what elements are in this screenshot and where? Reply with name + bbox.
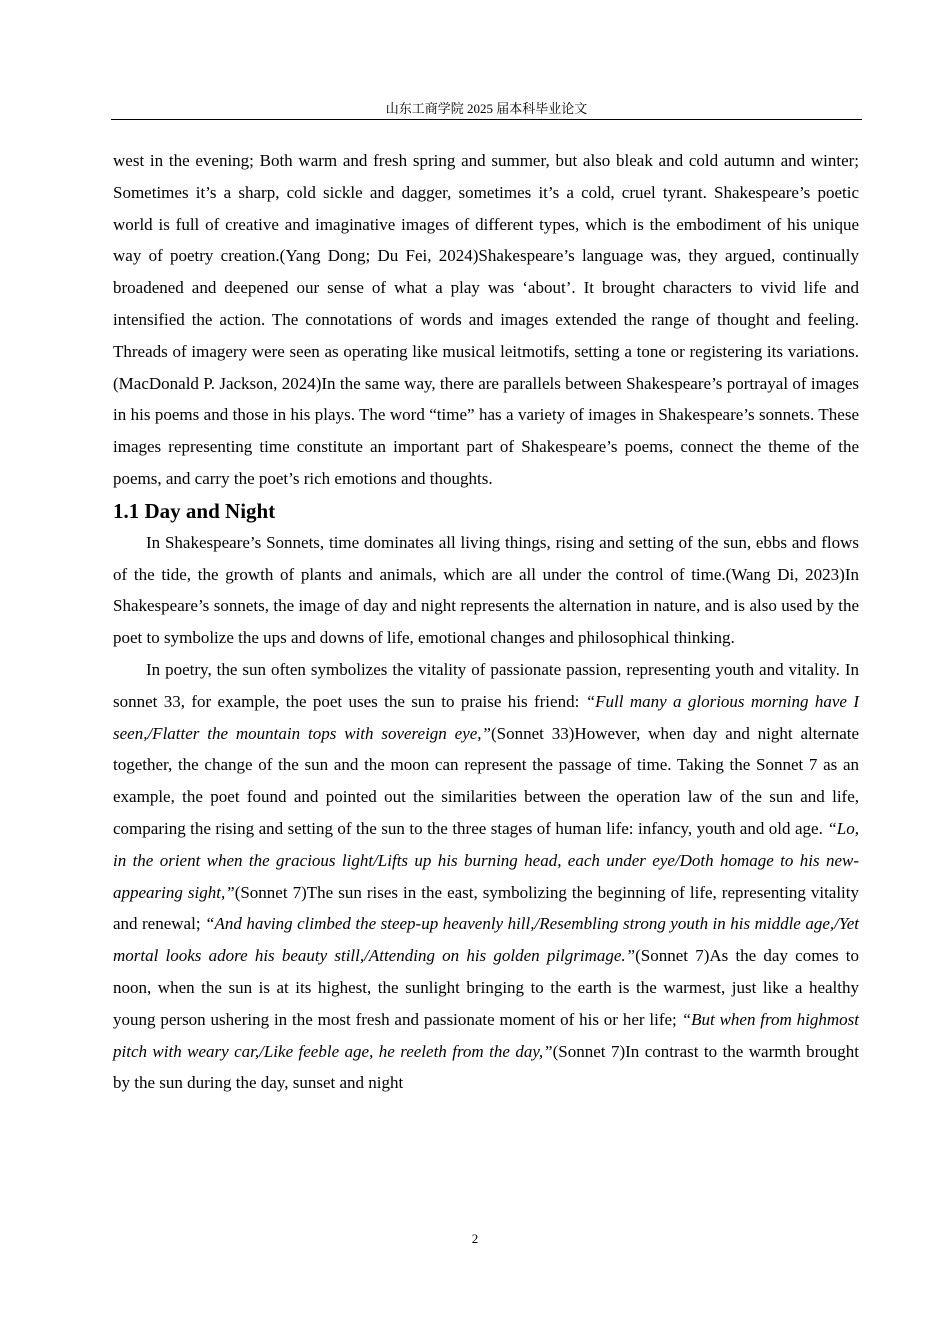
paragraph-text: (Sonnet 7)The sun rises in the east, symbolizing the beginning of life, representing vitality and renewal; <box>113 882 860 934</box>
page-body <box>113 145 859 1099</box>
sonnet-quote: “But when from highmost pitch with weary car,/Like feeble age, he reeleth from the day,” <box>113 1009 859 1061</box>
section-heading: 1.1 Day and Night <box>113 498 276 523</box>
sonnet-quote: “And having climbed the steep-up heavenly hill,/Resembling strong youth in his middle age,/Yet mortal looks adore his beauty still,/Attending on his golden pilgrimage.” <box>113 914 859 966</box>
running-header <box>111 100 862 120</box>
paragraph-text: (Sonnet 7)In contrast to the warmth brought by the sun during the day, sunset and night <box>113 1041 860 1093</box>
page-number: 2 <box>471 1231 479 1246</box>
intro-paragraph: west in the evening; Both warm and fresh spring and summer, but also bleak and cold autumn and winter; Sometimes it’s a sharp, cold sickle and dagger, sometimes it’s a cold, cruel tyrant. Shakespeare’s poetic world is full of creative and imaginative images of different types, which is the embodiment of his unique way of poetry creation.(Yang Dong; Du Fei, 2024)Shakespeare’s language was, they argued, continually broadened and deepened our sense of what a play was ‘about’. It brought characters to vivid life and intensified the action. The connotations of words and images extended the range of thought and feeling. Threads of imagery were seen as operating like musical leitmotifs, setting a tone or registering its variations.(MacDonald P. Jackson, 2024)In the same way, there are parallels between Shakespeare’s portrayal of images in his poems and those in his plays. The word “time” has a variety of images in Shakespeare’s sonnets. These images representing time constitute an important part of Shakespeare’s poems, connect the theme of the poems, and carry the poet’s rich emotions and thoughts. <box>113 151 859 488</box>
paragraph-text: (Sonnet 7)As the day comes to noon, when the sun is at its highest, the sunlight bringing to the earth is the warmest, just like a healthy young person ushering in the most fresh and passionate moment of his or her life; <box>113 946 860 1029</box>
header-title: 山东工商学院 2025 届本科毕业论文 <box>385 101 588 116</box>
paragraph-text: In poetry, the sun often symbolizes the vitality of passionate passion, representing youth and vitality. In sonnet 33, for example, the poet uses the sun to praise his friend: <box>113 659 859 711</box>
sonnet-quote: “Full many a glorious morning have I seen,/Flatter the mountain tops with sovereign eye,” <box>113 691 859 743</box>
paragraph-text: (Sonnet 33)However, when day and night alternate together, the change of the sun and the moon can represent the passage of time. Taking the Sonnet 7 as an example, the poet found and pointed out the similarities between the operation law of the sun and life, comparing the rising and setting of the sun to the three stages of human life: infancy, youth and old age. <box>113 723 860 838</box>
section-paragraph-2 <box>113 654 859 1099</box>
sonnet-quote: “Lo, in the orient when the gracious light/Lifts up his burning head, each under eye/Doth homage to his new-appearing sight,” <box>113 818 859 902</box>
section-paragraph-1: In Shakespeare’s Sonnets, time dominates all living things, rising and setting of the sun, ebbs and flows of the tide, the growth of plants and animals, which are all under the control of time.(Wang Di, 2023)In Shakespeare’s sonnets, the image of day and night represents the alternation in nature, and is also used by the poet to symbolize the ups and downs of life, emotional changes and philosophical thinking. <box>113 532 859 648</box>
